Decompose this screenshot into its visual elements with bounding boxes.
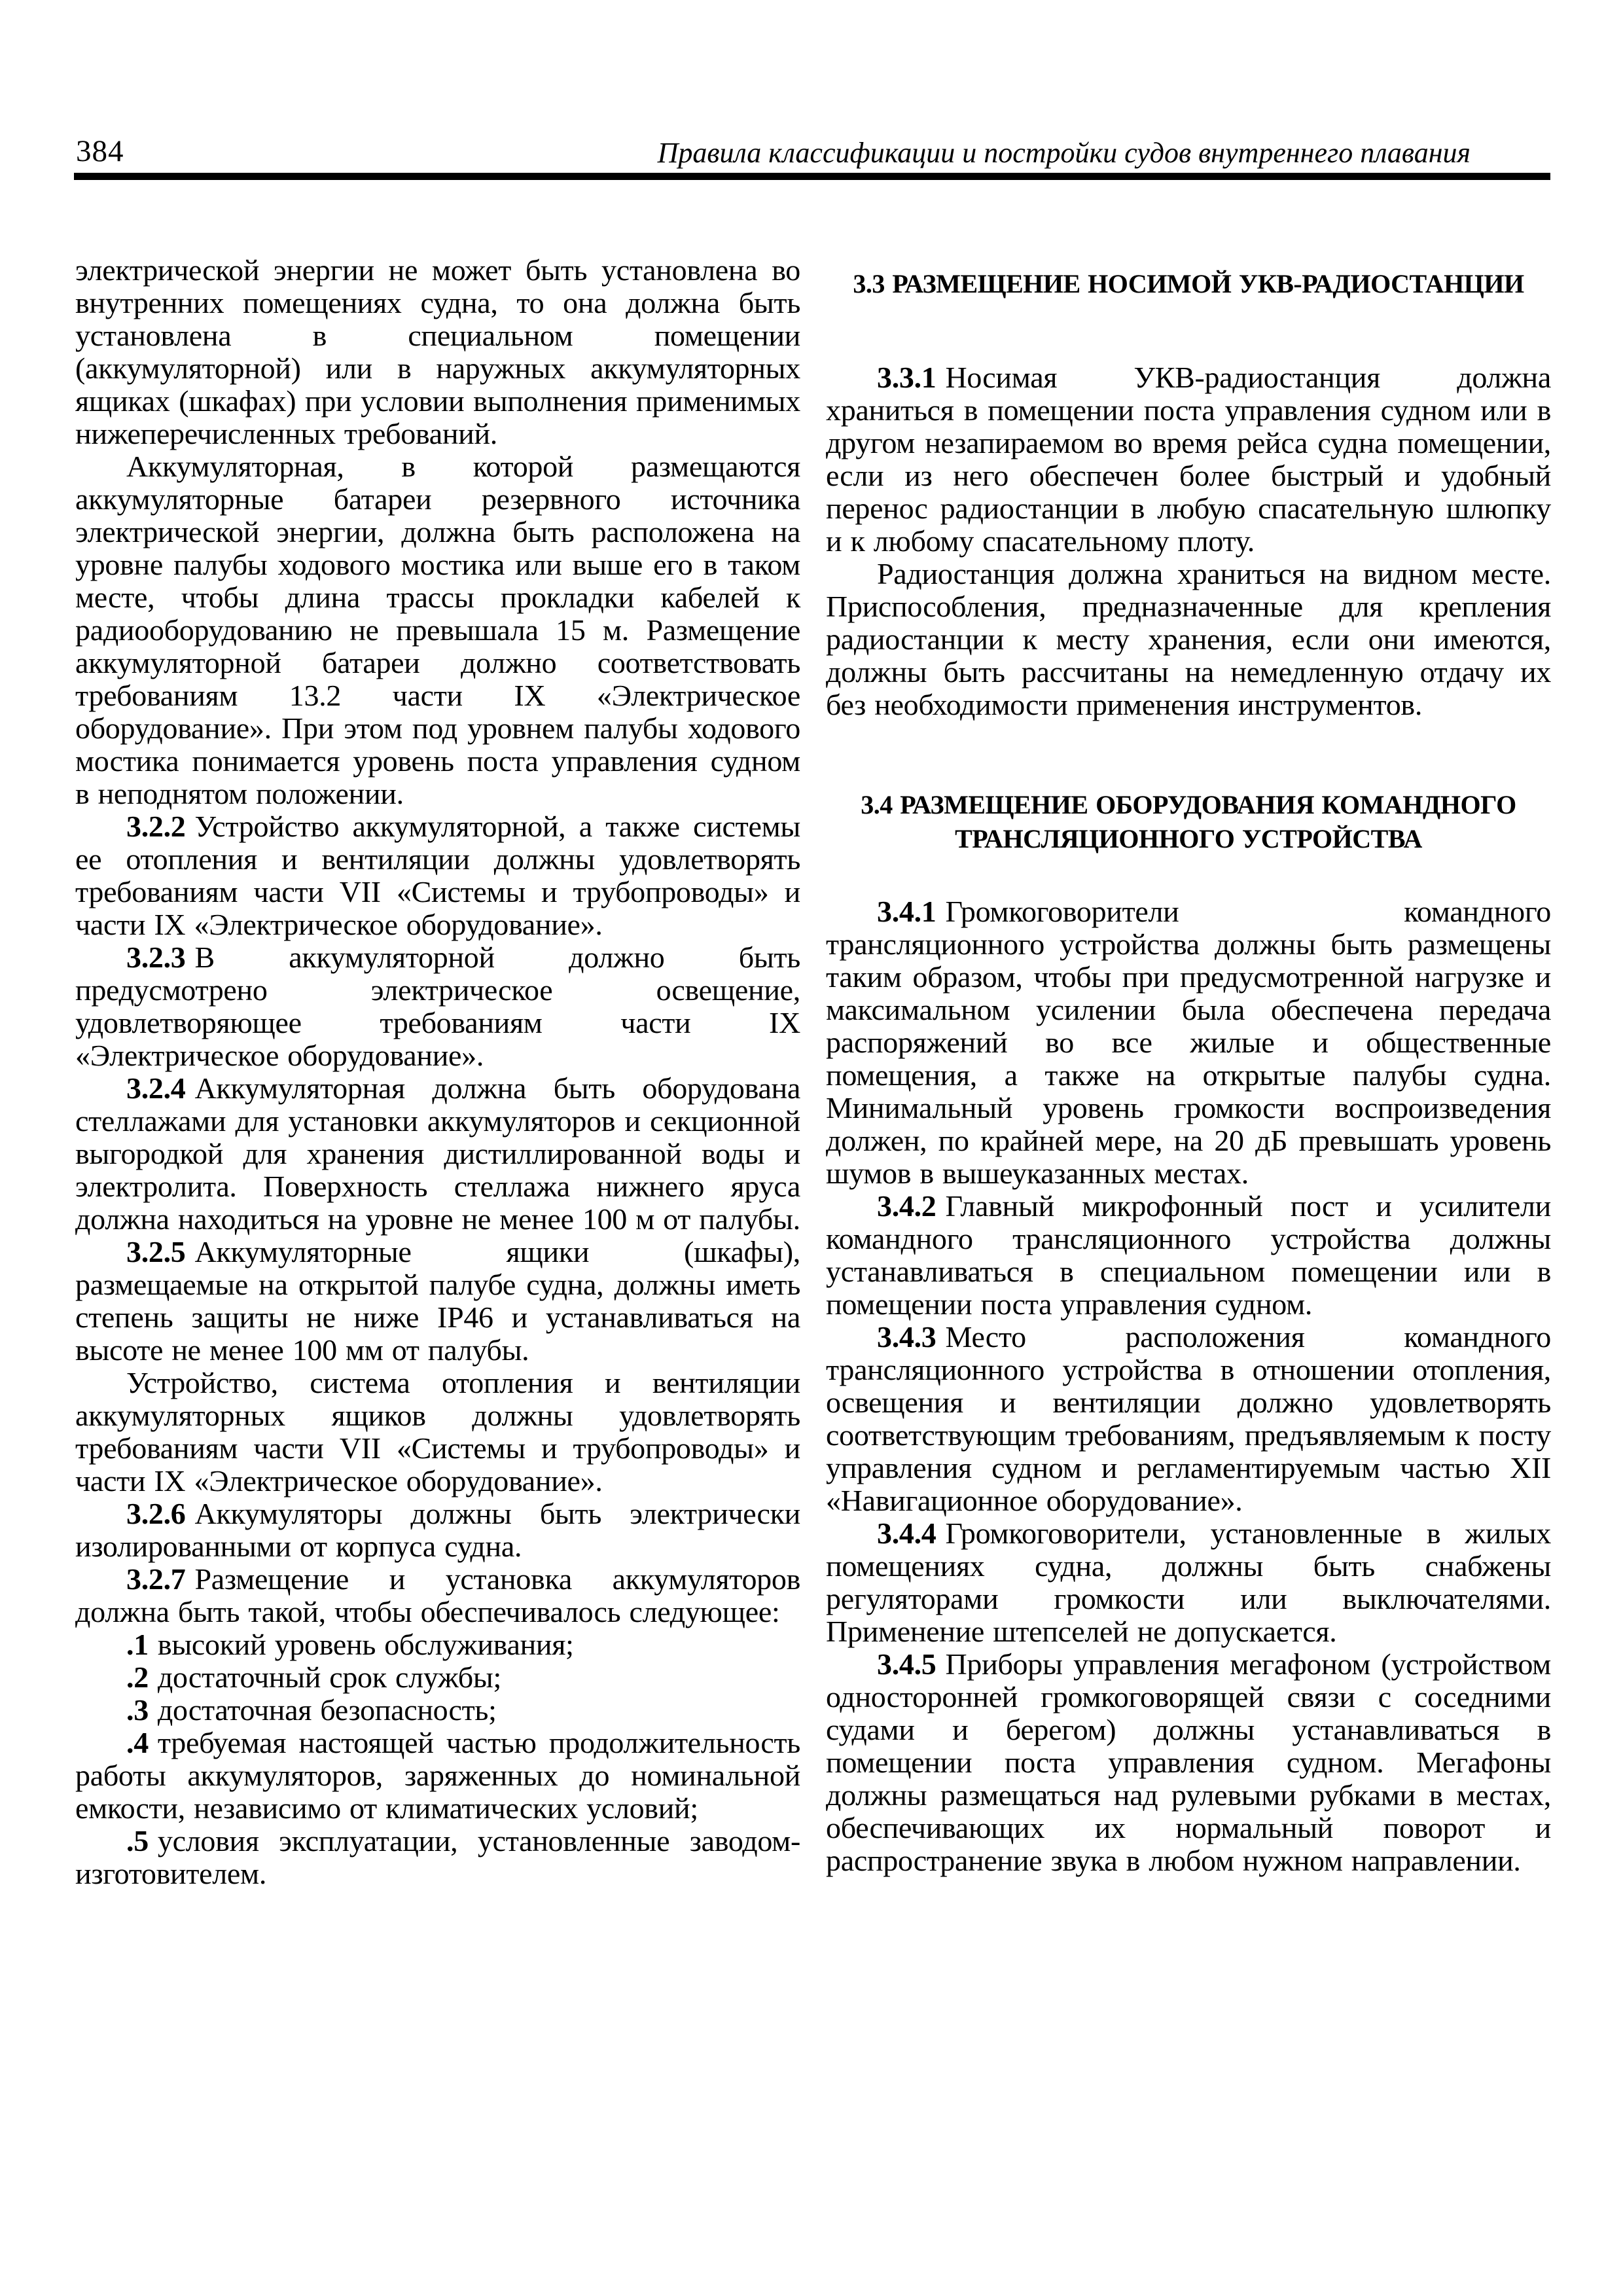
- paragraph-text: В аккумуляторной должно быть предусмотрено электрическое освещение, удовлетворяющее требованиям части IX «Электрическое оборудование».: [75, 941, 800, 1072]
- paragraph: [75, 1367, 800, 1498]
- paragraph: [826, 1648, 1551, 1877]
- paragraph: [75, 1727, 800, 1825]
- clause-number: 3.2.4: [126, 1071, 186, 1105]
- paragraph-text: условия эксплуатации, установленные заводом-изготовителем.: [75, 1824, 800, 1890]
- right-column: [826, 254, 1551, 1877]
- paragraph: [826, 558, 1551, 721]
- clause-number: 3.4.2: [877, 1189, 936, 1223]
- clause-number: 3.4.1: [877, 895, 936, 928]
- paragraph-text: Приборы управления мегафоном (устройством односторонней громкоговорящей связи с соседними судами и берегом) должны устанавливаться в помещении поста управления судном. Мегафоны должны размещаться над рулевыми рубками в местах, обеспечивающих их нормальный поворот и распространение звука в любом нужном направлении.: [826, 1647, 1551, 1877]
- paragraph-text: достаточный срок службы;: [157, 1660, 501, 1694]
- paragraph-text: Устройство аккумуляторной, а также системы ее отопления и вентиляции должны удовлетворять требованиям части VII «Системы и трубопроводы» и части IX «Электрическое оборудование».: [75, 810, 800, 941]
- clause-number: 3.2.5: [126, 1235, 186, 1268]
- paragraph-text: достаточная безопасность;: [157, 1693, 497, 1727]
- paragraph: [75, 941, 800, 1072]
- clause-number: .5: [126, 1824, 149, 1857]
- paragraph: [826, 895, 1551, 1190]
- clause-number: .2: [126, 1660, 149, 1694]
- clause-number: 3.3.1: [877, 361, 936, 394]
- paragraph-text: Аккумуляторная должна быть оборудована стеллажами для установки аккумуляторов и секционной выгородкой для хранения дистиллированной воды и электролита. Поверхность стеллажа нижнего яруса должна находиться на уровне не менее 100 м от палубы.: [75, 1071, 800, 1236]
- paragraph-text: Устройство, система отопления и вентиляции аккумуляторных ящиков должны удовлетворять требованиям части VII «Системы и трубопроводы» и части IX «Электрическое оборудование».: [75, 1366, 800, 1498]
- clause-number: .1: [126, 1628, 149, 1661]
- paragraph: [75, 810, 800, 941]
- paragraph-text: Аккумуляторные ящики (шкафы), размещаемые на открытой палубе судна, должны иметь степень защиты не ниже IP46 и устанавливаться на высоте не менее 100 мм от палубы.: [75, 1235, 800, 1367]
- paragraph-text: Размещение и установка аккумуляторов должна быть такой, чтобы обеспечивалось следующее:: [75, 1562, 800, 1628]
- paragraph: [75, 1072, 800, 1236]
- paragraph: [826, 1321, 1551, 1517]
- clause-number: .4: [126, 1726, 149, 1759]
- paragraph: [75, 1498, 800, 1563]
- paragraph-text: Носимая УКВ-радиостанция должна храниться в помещении поста управления судном или в другом незапираемом во время рейса судна помещении, если из него обеспечен более быстрый и удобный перенос радиостанции в любую спасательную шлюпку и к любому спасательному плоту.: [826, 361, 1551, 558]
- paragraph-text: Место расположения командного трансляционного устройства в отношении отопления, освещения и вентиляции должно удовлетворять соответствующим требованиям, предъявляемым к посту управления судном и регламентируемым частью XII «Навигационное оборудование».: [826, 1320, 1551, 1517]
- clause-number: .3: [126, 1693, 149, 1727]
- paragraph: [826, 1190, 1551, 1321]
- paragraph: [75, 1628, 800, 1661]
- header-rule: [74, 173, 1550, 180]
- paragraph-text: Аккумуляторы должны быть электрически изолированными от корпуса судна.: [75, 1497, 800, 1563]
- paragraph: [75, 1825, 800, 1890]
- clause-number: 3.2.3: [126, 941, 186, 974]
- paragraph: [75, 1661, 800, 1694]
- clause-number: 3.4.4: [877, 1516, 936, 1550]
- paragraph: [75, 450, 800, 810]
- clause-number: 3.2.6: [126, 1497, 186, 1530]
- section-heading: 3.3 РАЗМЕЩЕНИЕ НОСИМОЙ УКВ-РАДИОСТАНЦИИ: [853, 269, 1524, 298]
- paragraph: [75, 1563, 800, 1628]
- paragraph-text: Громкоговорители, установленные в жилых помещениях судна, должны быть снабжены регуляторами громкости или выключателями. Применение штепселей не допускается.: [826, 1516, 1551, 1648]
- clause-number: 3.4.5: [877, 1647, 936, 1681]
- page-number: 384: [76, 134, 124, 168]
- section-heading: 3.4 РАЗМЕЩЕНИЕ ОБОРУДОВАНИЯ КОМАНДНОГО ТРАНСЛЯЦИОННОГО УСТРОЙСТВА: [861, 790, 1516, 853]
- clause-number: 3.2.2: [126, 810, 186, 843]
- running-header-title: Правила классификации и постройки судов внутреннего плавания: [657, 137, 1471, 169]
- paragraph-text: Главный микрофонный пост и усилители командного трансляционного устройства должны устанавливаться в специальном помещении или в помещении поста управления судном.: [826, 1189, 1551, 1321]
- paragraph: [826, 361, 1551, 558]
- left-column: [75, 254, 800, 1890]
- clause-number: 3.2.7: [126, 1562, 186, 1596]
- paragraph: [826, 1517, 1551, 1648]
- paragraph: [75, 1236, 800, 1367]
- paragraph-text: Аккумуляторная, в которой размещаются аккумуляторные батареи резервного источника электрической энергии, должна быть расположена на уровне палубы ходового мостика или выше его в таком месте, чтобы длина трассы прокладки кабелей к радиооборудованию не превышала 15 м. Размещение аккумуляторной батареи должно соответствовать требованиям 13.2 части IX «Электрическое оборудование». При этом под уровнем палубы ходового мостика понимается уровень поста управления судном в неподнятом положении.: [75, 450, 800, 810]
- paragraph-text: электрической энергии не может быть установлена во внутренних помещениях судна, то она должна быть установлена в специальном помещении (аккумуляторной) или в наружных аккумуляторных ящиках (шкафах) при условии выполнения применимых нижеперечисленных требований.: [75, 253, 800, 450]
- paragraph-text: требуемая настоящей частью продолжительность работы аккумуляторов, заряженных до номинальной емкости, независимо от климатических условий;: [75, 1726, 800, 1825]
- paragraph-text: высокий уровень обслуживания;: [157, 1628, 574, 1661]
- paragraph-text: Радиостанция должна храниться на видном месте. Приспособления, предназначенные для крепления радиостанции к месту хранения, если они имеются, должны быть рассчитаны на немедленную отдачу их без необходимости применения инструментов.: [826, 557, 1551, 721]
- paragraph: [75, 254, 800, 450]
- clause-number: 3.4.3: [877, 1320, 936, 1354]
- paragraph-text: Громкоговорители командного трансляционного устройства должны быть размещены таким образом, чтобы при предусмотренной нагрузке и максимальном усилении была обеспечена передача распоряжений во все жилые и общественные помещения, а также на открытые палубы судна. Минимальный уровень громкости воспроизведения должен, по крайней мере, на 20 дБ превышать уровень шумов в вышеуказанных местах.: [826, 895, 1551, 1190]
- paragraph: [75, 1694, 800, 1727]
